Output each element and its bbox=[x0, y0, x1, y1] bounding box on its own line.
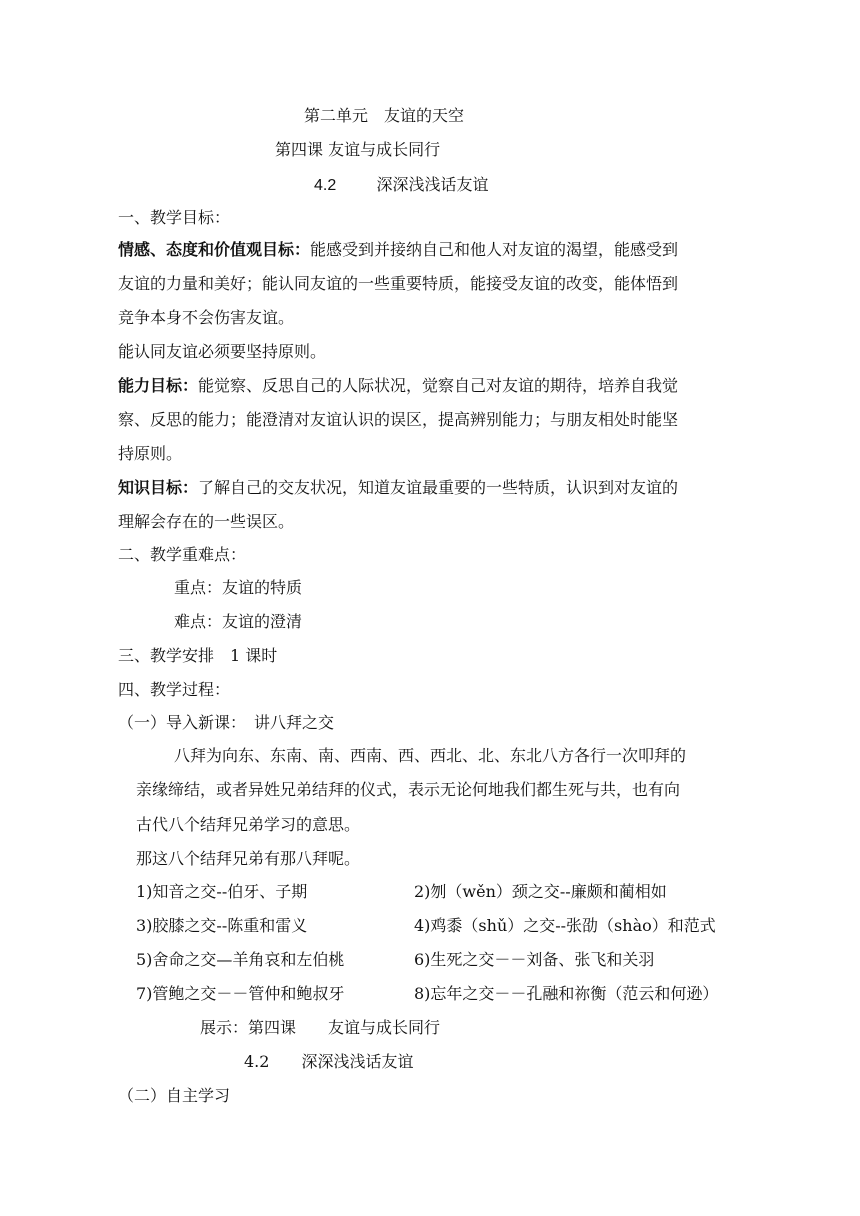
intro-paragraph-line3: 古代八个结拜兄弟学习的意思。 bbox=[136, 815, 361, 834]
ability-label: 能力目标： bbox=[118, 376, 199, 395]
knowledge-text: 了解自己的交友状况，知道友谊最重要的一些特质，认识到对友谊的 bbox=[198, 478, 679, 497]
list-row bbox=[136, 984, 836, 1004]
ability-text-line2: 察、反思的能力；能澄清对友谊认识的误区，提高辨别能力；与朋友相处时能坚 bbox=[118, 410, 679, 429]
section-number: 4.2 bbox=[314, 177, 337, 194]
ability-text: 能觉察、反思自己的人际状况，觉察自己对友谊的期待，培养自我觉 bbox=[198, 376, 679, 395]
list-row bbox=[136, 882, 836, 902]
list-item: 5)舍命之交—羊角哀和左伯桃 bbox=[136, 950, 345, 969]
arrangement: 三、教学安排 1 课时 bbox=[118, 646, 278, 665]
emotion-text: 能感受到并接纳自己和他人对友谊的渴望，能感受到 bbox=[310, 240, 679, 259]
emotion-text-line3: 竞争本身不会伤害友谊。 bbox=[118, 308, 295, 327]
question-text: 那这八个结拜兄弟有那八拜呢。 bbox=[136, 849, 361, 868]
key-points-heading: 二、教学重难点： bbox=[118, 545, 247, 564]
difficulty-point: 难点：友谊的澄清 bbox=[174, 612, 303, 631]
list-item: 8)忘年之交－－孔融和祢衡（范云和何逊） bbox=[414, 984, 719, 1003]
section-title: 深深浅浅话友谊 bbox=[376, 175, 489, 194]
intro-heading: （一）导入新课： 讲八拜之交 bbox=[118, 713, 335, 732]
show-line1: 展示：第四课 友谊与成长同行 bbox=[200, 1018, 441, 1037]
ability-text-line3: 持原则。 bbox=[118, 444, 183, 463]
list-item: 2)刎（wěn）颈之交--廉颇和蔺相如 bbox=[414, 882, 667, 901]
lesson-title: 第四课 友谊与成长同行 bbox=[275, 140, 441, 159]
emotion-text-line2: 友谊的力量和美好；能认同友谊的一些重要特质，能接受友谊的改变，能体悟到 bbox=[118, 274, 679, 293]
intro-paragraph-line1: 八拜为向东、东南、南、西南、西、西北、北、东北八方各行一次叩拜的 bbox=[174, 746, 687, 765]
emotion-text-line4: 能认同友谊必须要坚持原则。 bbox=[118, 342, 327, 361]
list-item: 6)生死之交－－刘备、张飞和关羽 bbox=[414, 950, 655, 969]
list-row bbox=[136, 950, 836, 970]
list-item: 3)胶膝之交--陈重和雷义 bbox=[136, 916, 308, 935]
emotion-label: 情感、态度和价值观目标： bbox=[118, 240, 311, 259]
self-study-heading: （二）自主学习 bbox=[118, 1086, 231, 1105]
unit-title: 第二单元 友谊的天空 bbox=[304, 106, 465, 125]
list-item: 1)知音之交--伯牙、子期 bbox=[136, 882, 308, 901]
focus-point: 重点：友谊的特质 bbox=[174, 578, 303, 597]
section-heading bbox=[314, 175, 488, 196]
intro-paragraph-line2: 亲缘缔结，或者异姓兄弟结拜的仪式，表示无论何地我们都生死与共，也有向 bbox=[136, 780, 681, 799]
knowledge-label: 知识目标： bbox=[118, 478, 199, 497]
knowledge-objective bbox=[118, 478, 678, 498]
knowledge-text-line2: 理解会存在的一些误区。 bbox=[118, 512, 295, 531]
list-item: 7)管鲍之交－－管仲和鲍叔牙 bbox=[136, 984, 345, 1003]
list-row bbox=[136, 916, 836, 936]
objectives-heading: 一、教学目标： bbox=[118, 208, 231, 227]
emotion-objective bbox=[118, 240, 678, 260]
ability-objective bbox=[118, 376, 678, 396]
list-item: 4)鸡黍（shǔ）之交--张劭（shào）和范式 bbox=[414, 916, 716, 935]
show-line2: 4.2 深深浅浅话友谊 bbox=[244, 1052, 414, 1071]
process-heading: 四、教学过程： bbox=[118, 680, 231, 699]
